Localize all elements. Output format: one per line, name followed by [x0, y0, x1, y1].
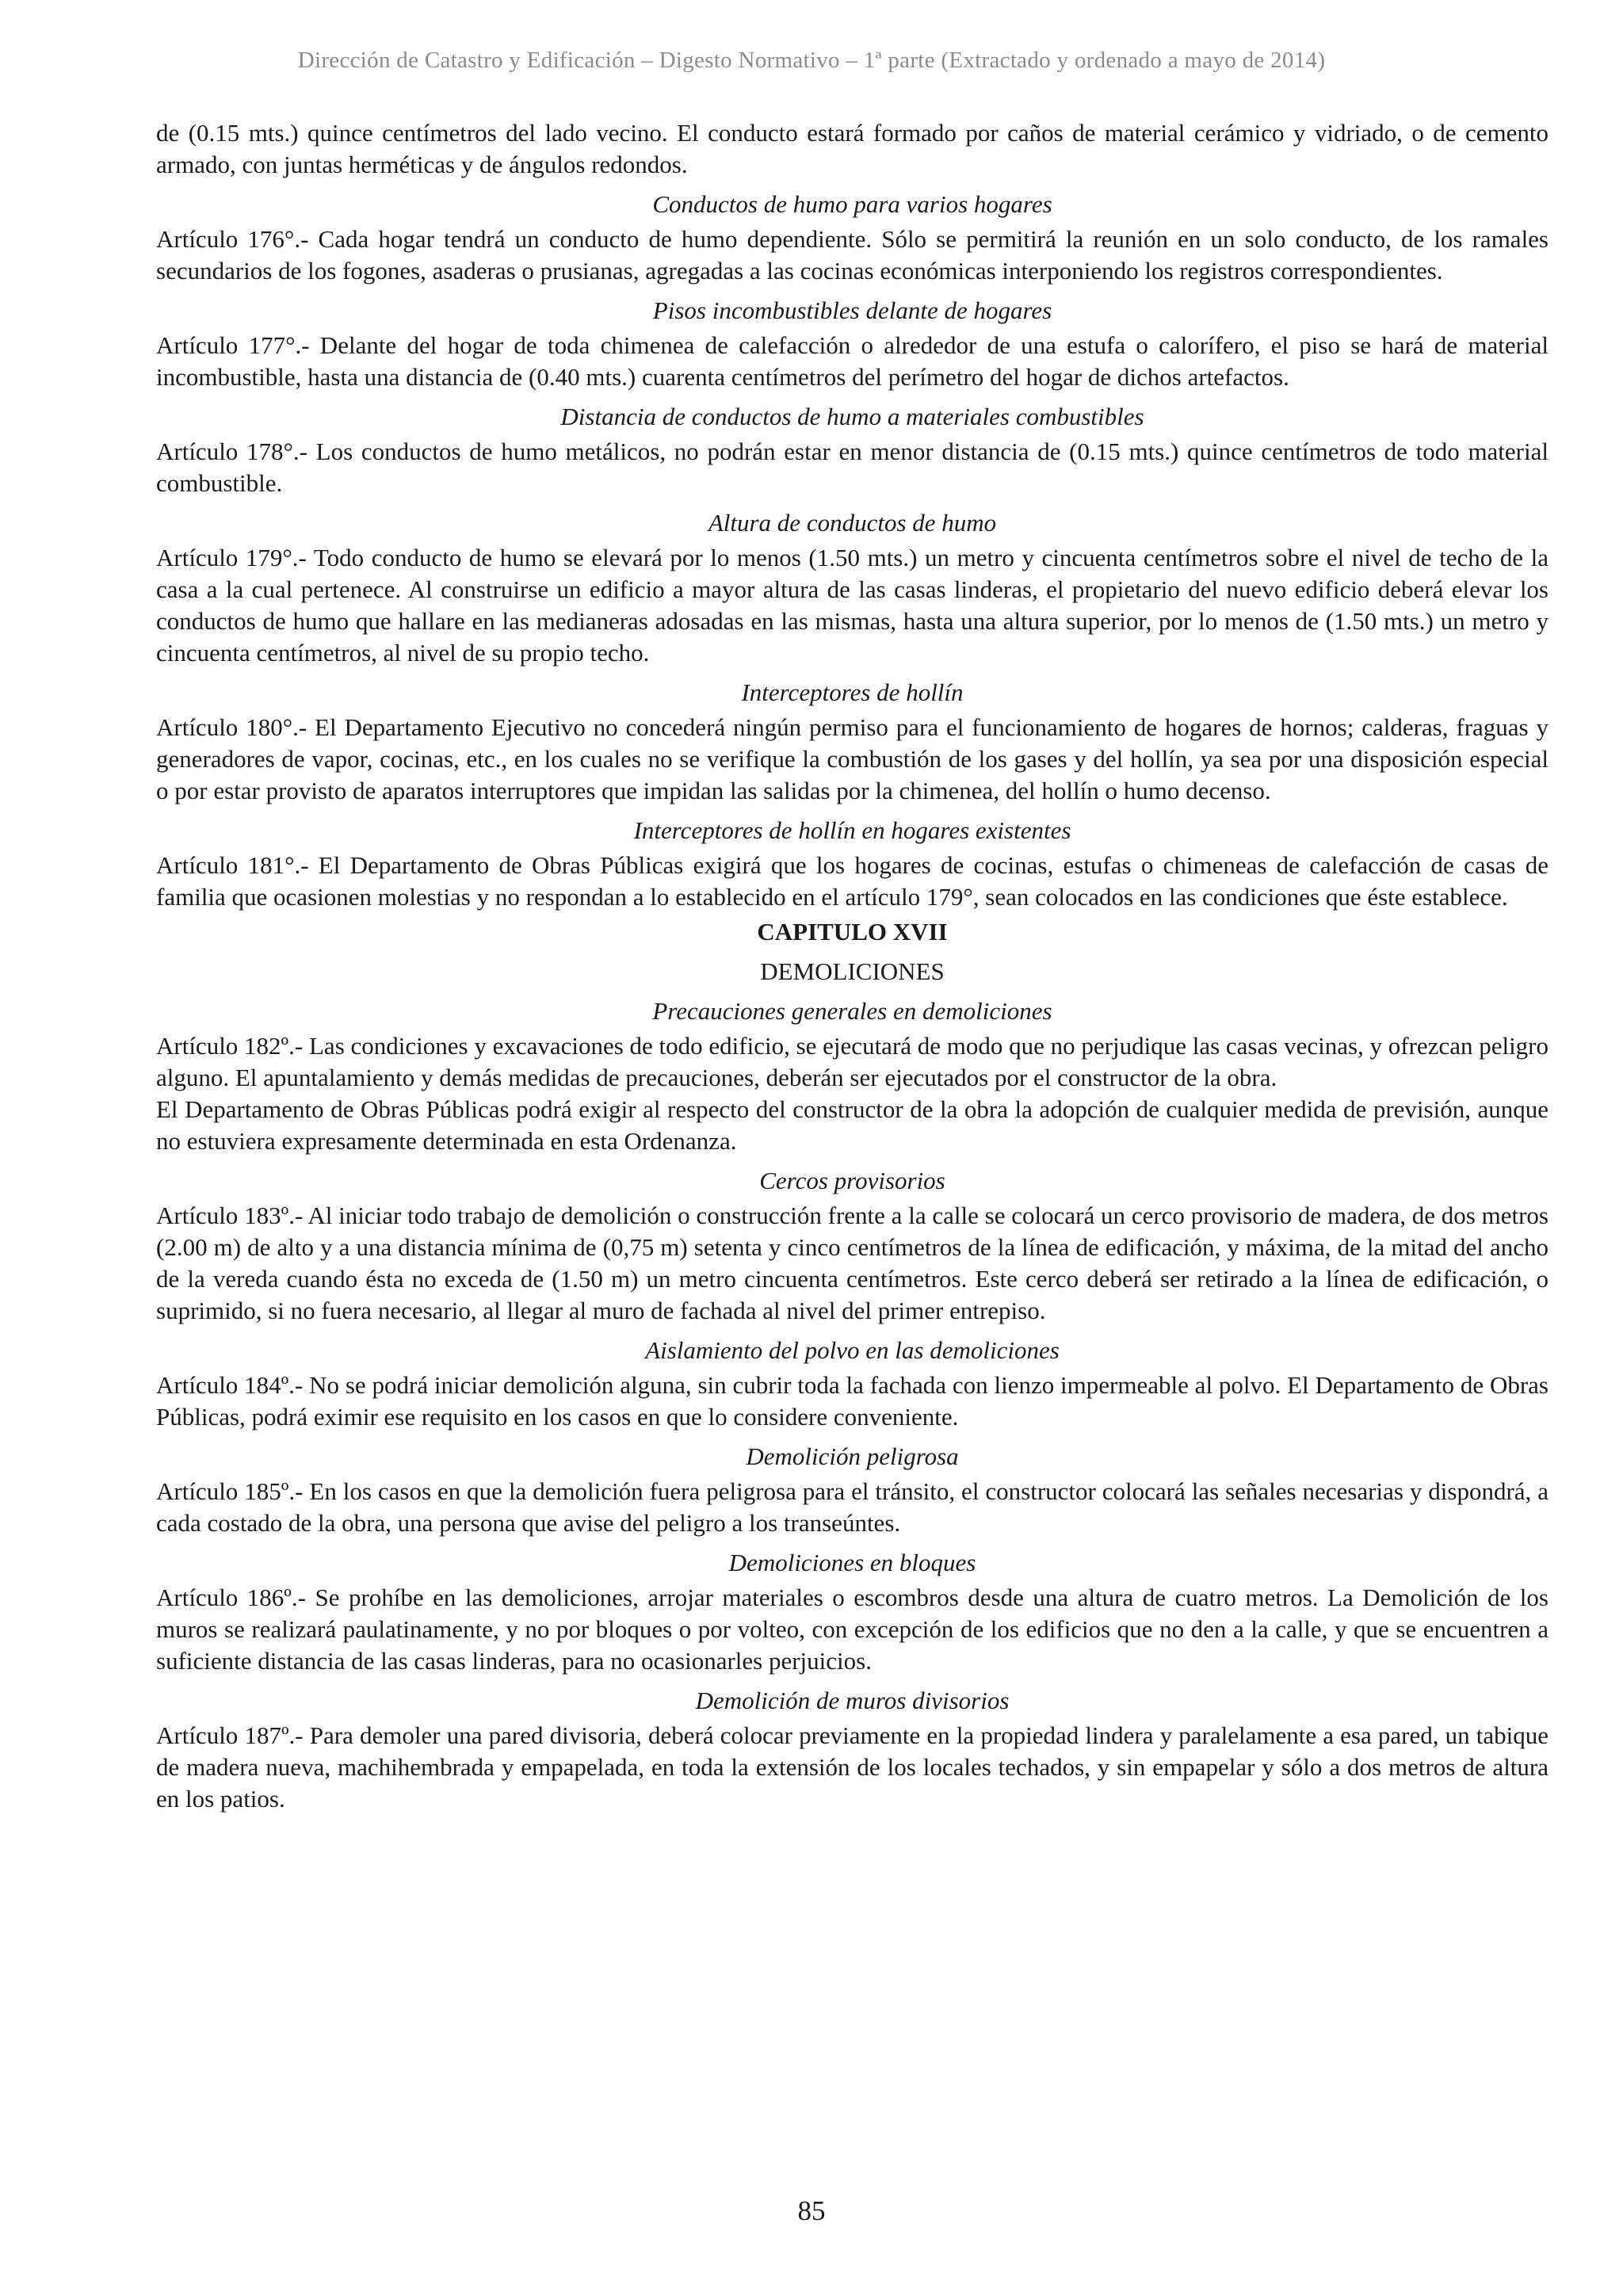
article-paragraph: Artículo 182º.- Las condiciones y excavaciones de todo edificio, se ejecutará de modo que no perjudique las casas vecinas, y ofrezcan peligro alguno. El apuntalamiento y demás medidas de precauciones, deberán ser ejecutados por el constructor de la obra.: [156, 1032, 1549, 1091]
article-paragraph: Artículo 177°.- Delante del hogar de toda chimenea de calefacción o alrededor de una estufa o calorífero, el piso se hará de material incombustible, hasta una distancia de (0.40 mts.) cuarenta centímetros del perímetro del hogar de dichos artefactos.: [156, 331, 1549, 391]
section-heading: Pisos incombustibles delante de hogares: [652, 296, 1052, 324]
document-body: [156, 117, 1549, 1815]
section-heading: Cercos provisorios: [759, 1167, 945, 1194]
paragraph: El Departamento de Obras Públicas podrá exigir al respecto del constructor de la obra la adopción de cualquier medida de previsión, aunque no estuviera expresamente determinada en esta Ordenanza.: [156, 1095, 1549, 1155]
section-heading: Interceptores de hollín en hogares existentes: [633, 816, 1071, 844]
section-heading: Distancia de conductos de humo a materiales combustibles: [560, 403, 1144, 430]
section-heading: Aislamiento del polvo en las demoliciones: [645, 1336, 1060, 1364]
article-paragraph: Artículo 180°.- El Departamento Ejecutivo no concederá ningún permiso para el funcionamiento de hogares de hornos; calderas, fraguas y generadores de vapor, cocinas, etc., en los cuales no se verifique la combustión de los gases y del hollín, ya sea por una disposición especial o por estar provisto de aparatos interruptores que impidan las salidas por la chimenea, del hollín o humo decenso.: [156, 713, 1549, 804]
section-heading: Demoliciones en bloques: [728, 1549, 976, 1576]
article-paragraph: Artículo 184º.- No se podrá iniciar demolición alguna, sin cubrir toda la fachada con lienzo impermeable al polvo. El Departamento de Obras Públicas, podrá eximir ese requisito en los casos en que lo considere conveniente.: [156, 1371, 1549, 1431]
article-paragraph: Artículo 183º.- Al iniciar todo trabajo de demolición o construcción frente a la calle se colocará un cerco provisorio de madera, de dos metros (2.00 m) de alto y a una distancia mínima de (0,75 m) setenta y cinco centímetros de la línea de edificación, y máxima, de la mitad del ancho de la vereda cuando ésta no exceda de (1.50 m) un metro cincuenta centímetros. Este cerco deberá ser retirado a la línea de edificación, o suprimido, si no fuera necesario, al llegar al muro de fachada al nivel del primer entrepiso.: [156, 1201, 1549, 1324]
paragraph: de (0.15 mts.) quince centímetros del lado vecino. El conducto estará formado por caños de material cerámico y vidriado, o de cemento armado, con juntas herméticas y de ángulos redondos.: [156, 119, 1549, 178]
page-number: 85: [797, 2195, 826, 2226]
section-heading: Demolición peligrosa: [746, 1442, 959, 1470]
section-heading: Precauciones generales en demoliciones: [652, 997, 1052, 1025]
section-heading: Altura de conductos de humo: [708, 509, 997, 537]
article-paragraph: Artículo 187º.- Para demoler una pared divisoria, deberá colocar previamente en la propiedad lindera y paralelamente a esa pared, un tabique de madera nueva, machihembrada y empapelada, en toda la extensión de los locales techados, y sin empapelar y sólo a dos metros de altura en los patios.: [156, 1721, 1549, 1813]
article-paragraph: Artículo 181°.- El Departamento de Obras Públicas exigirá que los hogares de cocinas, estufas o chimeneas de calefacción de casas de familia que ocasionen molestias y no respondan a lo establecido en el artículo 179°, sean colocados en las condiciones que éste establece.: [156, 851, 1549, 911]
chapter-subtitle: DEMOLICIONES: [760, 957, 945, 985]
section-heading: Demolición de muros divisorios: [695, 1687, 1010, 1714]
section-heading: Conductos de humo para varios hogares: [652, 190, 1052, 218]
running-header: Dirección de Catastro y Edificación – Digesto Normativo – 1ª parte (Extractado y ordenado a mayo de 2014): [297, 48, 1326, 73]
chapter-title: CAPITULO XVII: [757, 918, 948, 946]
article-paragraph: Artículo 179°.- Todo conducto de humo se elevará por lo menos (1.50 mts.) un metro y cincuenta centímetros sobre el nivel de techo de la casa a la cual pertenece. Al construirse un edificio a mayor altura de las casas linderas, el propietario del nuevo edificio deberá elevar los conductos de humo que hallare en las medianeras adosadas en las mismas, hasta una altura superior, por lo menos de (1.50 mts.) un metro y cincuenta centímetros, al nivel de su propio techo.: [156, 544, 1549, 667]
section-heading: Interceptores de hollín: [741, 678, 964, 706]
article-paragraph: Artículo 178°.- Los conductos de humo metálicos, no podrán estar en menor distancia de (0.15 mts.) quince centímetros de todo material combustible.: [156, 437, 1549, 497]
article-paragraph: Artículo 186º.- Se prohíbe en las demoliciones, arrojar materiales o escombros desde una altura de cuatro metros. La Demolición de los muros se realizará paulatinamente, y no por bloques o por volteo, con excepción de los edificios que no den a la calle, y que se encuentren a suficiente distancia de las casas linderas, para no ocasionarles perjuicios.: [156, 1584, 1549, 1675]
article-paragraph: Artículo 185º.- En los casos en que la demolición fuera peligrosa para el tránsito, el constructor colocará las señales necesarias y dispondrá, a cada costado de la obra, una persona que avise del peligro a los transeúntes.: [156, 1477, 1549, 1537]
article-paragraph: Artículo 176°.- Cada hogar tendrá un conducto de humo dependiente. Sólo se permitirá la reunión en un solo conducto, de los ramales secundarios de los fogones, asaderas o prusianas, agregadas a las cocinas económicas interponiendo los registros correspondientes.: [156, 225, 1549, 285]
